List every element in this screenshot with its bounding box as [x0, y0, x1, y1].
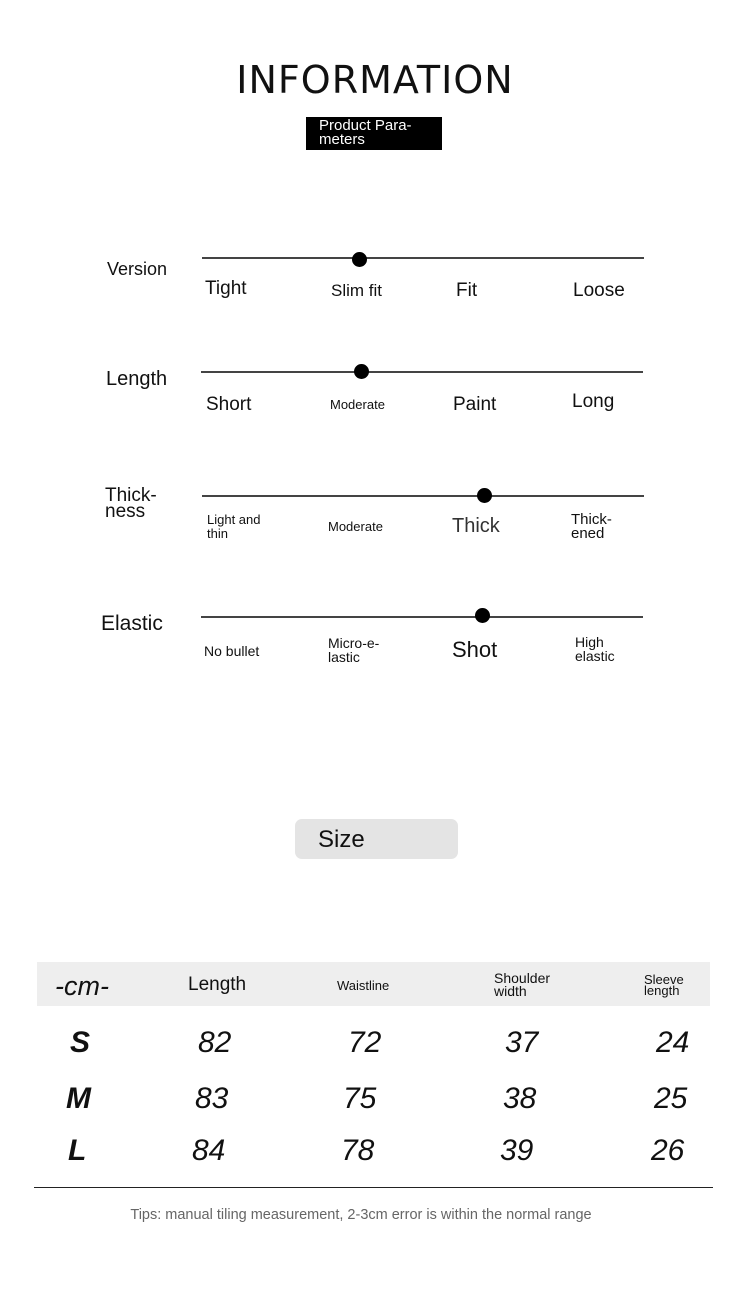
param-label: Version	[107, 259, 168, 279]
param-scale-line	[201, 616, 643, 618]
param-scale-line	[202, 257, 644, 259]
column-header-sleeve-length: Sleeve length	[644, 972, 684, 998]
table-cell: 25	[654, 1082, 688, 1115]
param-option: Thick-ened	[571, 511, 612, 542]
param-row-length	[0, 364, 750, 454]
param-scale-line	[202, 495, 644, 497]
param-option: Thick	[452, 515, 500, 537]
param-row-thickness	[0, 485, 750, 578]
product-parameters-badge	[306, 117, 442, 150]
size-heading-label: Size	[318, 826, 365, 853]
table-cell: 24	[656, 1026, 690, 1059]
table-cell: 39	[500, 1134, 534, 1167]
unit-label: -cm-	[55, 971, 109, 1001]
param-option: High elastic	[575, 634, 615, 664]
table-cell: 26	[651, 1134, 685, 1167]
size-label-l: L	[68, 1134, 87, 1167]
table-bottom-rule	[34, 1187, 713, 1188]
param-option: Fit	[456, 280, 478, 301]
param-label: Length	[106, 368, 168, 390]
param-option: Shot	[452, 637, 498, 662]
table-cell: 72	[348, 1026, 382, 1059]
measurement-tips: Tips: manual tiling measurement, 2-3cm error is within the normal range	[130, 1207, 592, 1223]
param-label: Elastic	[101, 612, 163, 635]
param-option: Moderate	[330, 397, 385, 412]
param-option: Slim fit	[331, 281, 382, 300]
param-option: Moderate	[328, 519, 383, 534]
table-cell: 82	[198, 1026, 232, 1059]
param-selected-dot	[354, 364, 369, 379]
param-row-version	[0, 250, 750, 340]
size-section-heading	[295, 819, 458, 859]
table-cell: 78	[341, 1134, 375, 1167]
table-cell: 83	[195, 1082, 229, 1115]
product-parameters-label: Product Para-meters	[319, 117, 412, 148]
page-title: INFORMATION	[236, 58, 514, 102]
size-label-s: S	[70, 1026, 91, 1059]
table-cell: 84	[192, 1134, 226, 1167]
param-option: Long	[572, 391, 615, 412]
param-selected-dot	[477, 488, 492, 503]
param-option: Paint	[453, 394, 497, 415]
table-cell: 38	[503, 1082, 537, 1115]
param-row-elastic	[0, 609, 750, 699]
param-option: Loose	[573, 280, 625, 301]
param-selected-dot	[475, 608, 490, 623]
param-option: Tight	[205, 278, 247, 299]
param-option: Short	[206, 394, 252, 415]
size-label-m: M	[66, 1082, 91, 1115]
param-option: Light and thin	[207, 512, 261, 541]
column-header-waistline: Waistline	[337, 978, 390, 993]
param-option: Micro-e-lastic	[328, 635, 380, 665]
column-header-shoulder-width: Shoulder width	[494, 970, 551, 999]
table-cell: 37	[505, 1026, 539, 1059]
param-option: No bullet	[204, 643, 260, 659]
param-selected-dot	[352, 252, 367, 267]
param-scale-line	[201, 371, 643, 373]
table-cell: 75	[343, 1082, 377, 1115]
column-header-length: Length	[188, 974, 247, 995]
param-label: Thick-ness	[105, 485, 157, 522]
